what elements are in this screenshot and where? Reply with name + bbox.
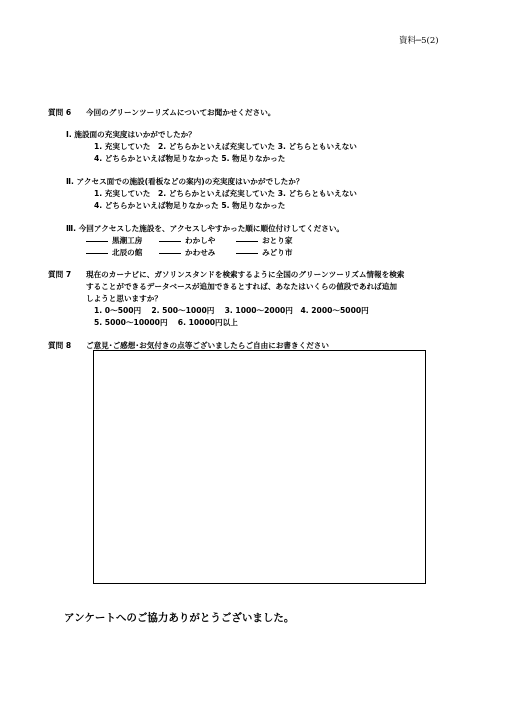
q6-3-title: Ⅲ. 今回アクセスした施設を、アクセスしやすかった順に順位付けしてください。 xyxy=(66,224,345,233)
rank-blank[interactable] xyxy=(159,241,181,242)
q7-options-line2: 5. 5000～10000円 6. 10000円以上 xyxy=(94,318,238,327)
comment-box[interactable] xyxy=(93,350,426,584)
q6-number: 質問 6 xyxy=(48,108,72,117)
q6-question: 今回のグリーンツーリズムについてお聞かせください。 xyxy=(86,108,276,117)
rank-blank[interactable] xyxy=(86,241,108,242)
ranking-row-2 xyxy=(86,248,292,258)
q6-2-options-line1: 1. 充実していた 2. どちらかといえば充実していた 3. どちらともいえない xyxy=(94,189,357,198)
ranking-item: 黒潮工房 xyxy=(86,236,142,245)
q8-number: 質問 8 xyxy=(48,341,72,350)
rank-blank[interactable] xyxy=(236,253,258,254)
document-reference-tag: 資料─5(2) xyxy=(399,36,439,46)
q7-question-line3: しようと思いますか？ xyxy=(86,294,162,303)
q7-question-line1: 現在のカーナビに、ガソリンスタンドを検索するように全国のグリーンツーリズム情報を検索 xyxy=(86,270,405,279)
q6-1-title: Ⅰ. 施設面の充実度はいかがでしたか？ xyxy=(66,130,196,139)
ranking-item: かわせみ xyxy=(159,248,215,257)
ranking-item: おとり家 xyxy=(236,236,292,245)
ranking-row-1 xyxy=(86,236,292,246)
q8-question: ご意見･ご感想･お気付きの点等ございましたらご自由にお書きください xyxy=(86,341,329,350)
q7-question-line2: することができるデータベースが追加できるとすれば、あなたはいくらの値段であれば追加 xyxy=(86,282,397,291)
q6-1-options-line2: 4. どちらかといえば物足りなかった 5. 物足りなかった xyxy=(94,154,286,163)
ranking-item: みどり市 xyxy=(236,248,292,257)
ranking-item: わかしや xyxy=(159,236,215,245)
closing-thanks: アンケートへのご協力ありがとうございました。 xyxy=(64,612,295,624)
q7-number: 質問 7 xyxy=(48,270,72,279)
q6-2-title: Ⅱ. アクセス面での施設(看板などの案内)の充実度はいかがでしたか？ xyxy=(66,177,304,186)
ranking-item: 北辰の館 xyxy=(86,248,142,257)
rank-blank[interactable] xyxy=(86,253,108,254)
rank-blank[interactable] xyxy=(159,253,181,254)
rank-blank[interactable] xyxy=(236,241,258,242)
q6-1-options-line1: 1. 充実していた 2. どちらかといえば充実していた 3. どちらともいえない xyxy=(94,142,357,151)
q6-2-options-line2: 4. どちらかといえば物足りなかった 5. 物足りなかった xyxy=(94,201,286,210)
q7-options-line1: 1. 0～500円 2. 500～1000円 3. 1000～2000円 4. 2000～5000円 xyxy=(94,306,369,315)
